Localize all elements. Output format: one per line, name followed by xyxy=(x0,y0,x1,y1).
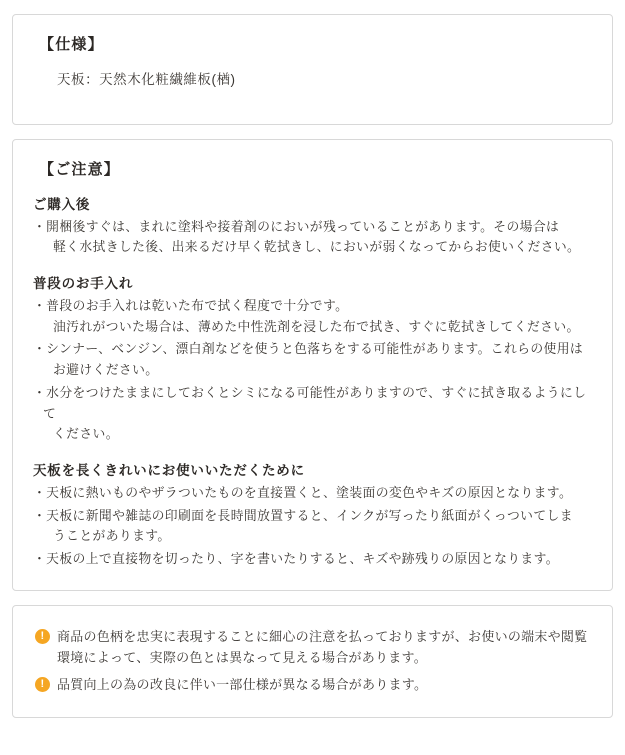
notice-text: 品質向上の為の改良に伴い一部仕様が異なる場合があります。 xyxy=(57,676,428,692)
caution-bullet xyxy=(33,549,592,570)
caution-section-after-purchase xyxy=(33,193,592,258)
bullet-main: ・シンナー、ベンジン、漂白剤などを使うと色落ちをする可能性があります。これらの使用は xyxy=(33,341,584,357)
spec-panel xyxy=(12,14,613,125)
notice-text: 商品の色柄を忠実に表現することに細心の注意を払っておりますが、お使いの端末や閲覧環境によって、実際の色とは異なって見える場合があります。 xyxy=(57,628,588,665)
caution-bullet xyxy=(33,506,592,547)
bullet-main: ・天板に新聞や雑誌の印刷面を長時間放置すると、インクが写ったり紙面がくっついてしま xyxy=(33,507,573,523)
caution-heading: 【ご注意】 xyxy=(39,160,121,178)
caution-section-daily-care xyxy=(33,272,592,445)
exclamation-icon: ! xyxy=(35,677,50,692)
spec-heading: 【仕様】 xyxy=(39,36,104,53)
notice-item xyxy=(35,626,588,668)
caution-panel xyxy=(12,139,613,591)
section-title: ご購入後 xyxy=(33,196,91,212)
section-title: 普段のお手入れ xyxy=(33,275,134,291)
caution-bullet xyxy=(33,339,592,380)
caution-bullet xyxy=(33,483,592,504)
bullet-main: ・普段のお手入れは乾いた布で拭く程度で十分です。 xyxy=(33,297,349,313)
caution-bullet xyxy=(33,383,592,445)
caution-bullet xyxy=(33,296,592,337)
bottom-spacer xyxy=(12,732,613,745)
bullet-main: ・開梱後すぐは、まれに塗料や接着剤のにおいが残っていることがあります。その場合は xyxy=(33,218,560,234)
bullet-continuation: うことがあります。 xyxy=(53,528,171,544)
section-title: 天板を長くきれいにお使いいただくために xyxy=(33,462,305,478)
bullet-continuation: 軽く水拭きした後、出来るだけ早く乾拭きし、においが弱くなってからお使いください。 xyxy=(53,239,581,255)
bullet-continuation: お避けください。 xyxy=(53,362,159,378)
notice-panel xyxy=(12,605,613,718)
spec-material-line: 天板：天然木化粧繊維板(楢) xyxy=(57,72,236,87)
bullet-continuation: ください。 xyxy=(53,426,119,442)
bullet-main: ・水分をつけたままにしておくとシミになる可能性がありますので、すぐに拭き取るようにして xyxy=(33,384,587,421)
bullet-main: ・天板の上で直接物を切ったり、字を書いたりすると、キズや跡残りの原因となります。 xyxy=(33,551,559,567)
notice-item xyxy=(35,674,588,695)
caution-bullet xyxy=(33,217,592,258)
caution-section-long-use xyxy=(33,459,592,570)
bullet-main: ・天板に熱いものやザラついたものを直接置くと、塗装面の変色やキズの原因となります。 xyxy=(33,484,573,500)
bullet-continuation: 油汚れがついた場合は、薄めた中性洗剤を浸した布で拭き、すぐに乾拭きしてください。 xyxy=(53,318,580,334)
exclamation-icon: ! xyxy=(35,629,50,644)
